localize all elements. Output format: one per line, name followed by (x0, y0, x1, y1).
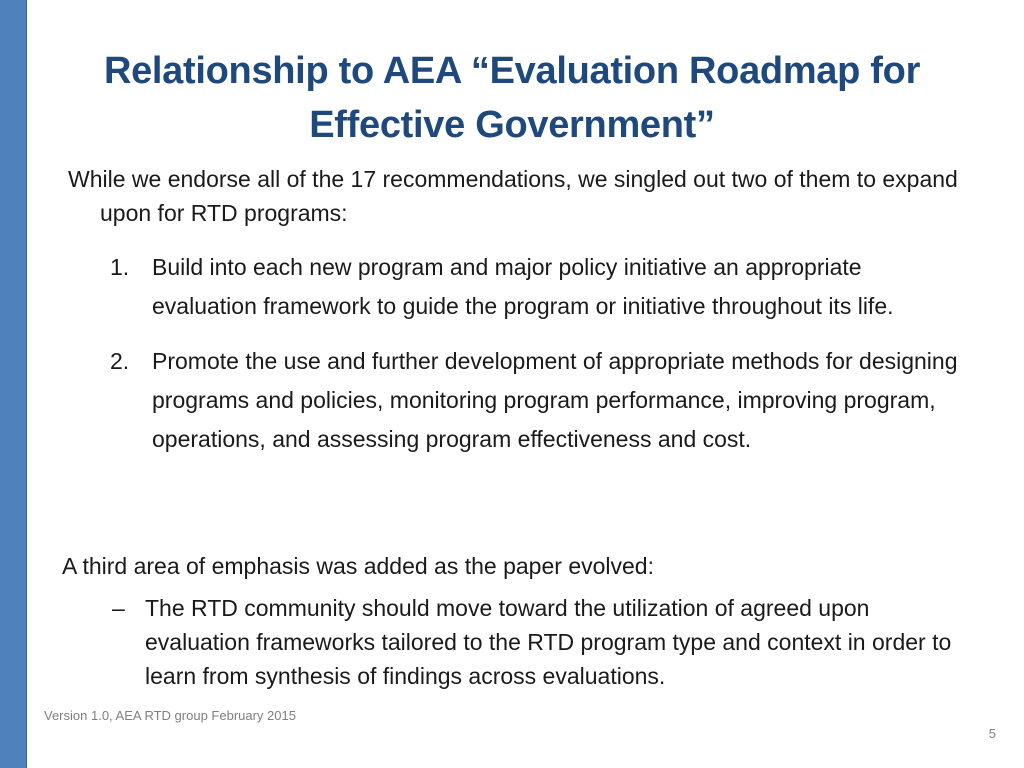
list-item (110, 342, 970, 459)
page-number: 5 (988, 726, 996, 741)
list-number: 2. (110, 348, 130, 374)
sub-bullet (112, 591, 972, 693)
intro-text: While we endorse all of the 17 recommendations, we singled out two of them to expand upon for RTD programs: (68, 166, 958, 226)
footer-version: Version 1.0, AEA RTD group February 2015 (44, 708, 296, 723)
list-item-text: Build into each new program and major policy initiative an appropriate evaluation framework to guide the program or initiative throughout its life. (152, 254, 894, 319)
third-area-text: A third area of emphasis was added as the paper evolved: (62, 553, 654, 579)
list-item (110, 248, 970, 326)
sub-bullet-text: The RTD community should move toward the utilization of agreed upon evaluation frameworks tailored to the RTD program type and context in order to learn from synthesis of findings across evaluations. (145, 595, 952, 689)
recommendations-list (110, 248, 970, 459)
list-item-text: Promote the use and further development of appropriate methods for designing programs and policies, monitoring program performance, improving program, operations, and assessing program effectiveness and cost. (152, 348, 958, 452)
slide-title: Relationship to AEA “Evaluation Roadmap for Effective Government” (103, 50, 921, 146)
dash-marker: – (112, 595, 125, 621)
list-number: 1. (110, 254, 130, 280)
accent-bar (0, 0, 27, 768)
